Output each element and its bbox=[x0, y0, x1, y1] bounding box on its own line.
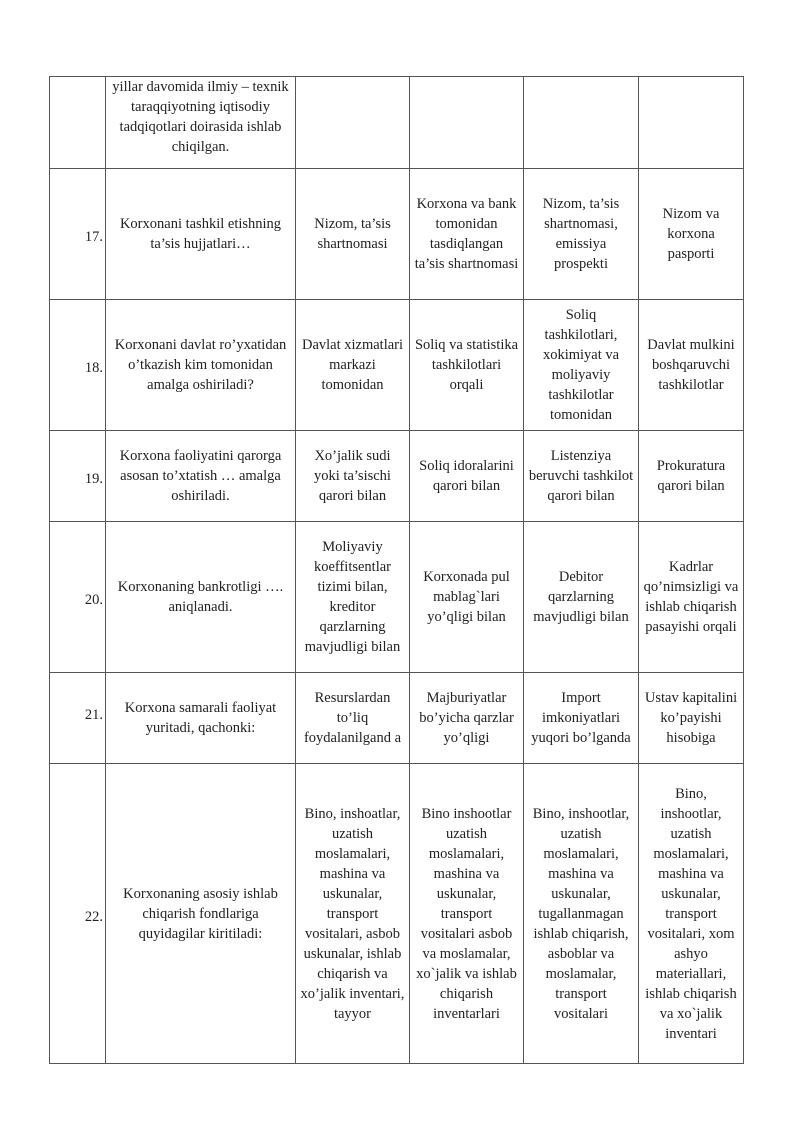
question-text: Korxonaning asosiy ishlab chiqarish fondlariga quyidagilar kiritiladi: bbox=[106, 764, 296, 1064]
answer-c: Import imkoniyatlari yuqori bo’lganda bbox=[524, 673, 639, 764]
answer-b bbox=[410, 77, 524, 169]
answer-c: Soliq tashkilotlari, xokimiyat va moliyaviy tashkilotlar tomonidan bbox=[524, 300, 639, 431]
question-number bbox=[50, 77, 106, 169]
answer-a: Nizom, ta’sis shartnomasi bbox=[296, 169, 410, 300]
answer-c bbox=[524, 77, 639, 169]
question-number: 21. bbox=[50, 673, 106, 764]
question-text: Korxonani tashkil etishning ta’sis hujjatlari… bbox=[106, 169, 296, 300]
answer-d bbox=[639, 77, 744, 169]
answer-a: Xo’jalik sudi yoki ta’sischi qarori bilan bbox=[296, 431, 410, 522]
question-number: 17. bbox=[50, 169, 106, 300]
answer-d: Nizom va korxona pasporti bbox=[639, 169, 744, 300]
answer-b: Korxona va bank tomonidan tasdiqlangan ta’sis shartnomasi bbox=[410, 169, 524, 300]
table-row bbox=[50, 169, 744, 300]
question-number: 22. bbox=[50, 764, 106, 1064]
table-row bbox=[50, 764, 744, 1064]
question-number: 20. bbox=[50, 522, 106, 673]
answer-d: Bino, inshootlar, uzatish moslamalari, mashina va uskunalar, transport vositalari, xom ashyo materiallari, ishlab chiqarish va xo`jalik inventari bbox=[639, 764, 744, 1064]
answer-b: Soliq idoralarini qarori bilan bbox=[410, 431, 524, 522]
answer-c: Bino, inshootlar, uzatish moslamalari, mashina va uskunalar, tugallanmagan ishlab chiqarish, asboblar va moslamalar, transport vositalari bbox=[524, 764, 639, 1064]
answer-c: Nizom, ta’sis shartnomasi, emissiya prospekti bbox=[524, 169, 639, 300]
table-row bbox=[50, 300, 744, 431]
answer-d: Ustav kapitalini ko’payishi hisobiga bbox=[639, 673, 744, 764]
answer-c: Debitor qarzlarning mavjudligi bilan bbox=[524, 522, 639, 673]
table-row bbox=[50, 673, 744, 764]
answer-b: Soliq va statistika tashkilotlari orqali bbox=[410, 300, 524, 431]
answer-d: Kadrlar qo’nimsizligi va ishlab chiqarish pasayishi orqali bbox=[639, 522, 744, 673]
question-number: 18. bbox=[50, 300, 106, 431]
question-text: Korxonaning bankrotligi …. aniqlanadi. bbox=[106, 522, 296, 673]
table-row bbox=[50, 431, 744, 522]
answer-b: Bino inshootlar uzatish moslamalari, mashina va uskunalar, transport vositalari asbob va moslamalar, xo`jalik va ishlab chiqarish inventarlari bbox=[410, 764, 524, 1064]
answer-a bbox=[296, 77, 410, 169]
question-text: Korxona samarali faoliyat yuritadi, qachonki: bbox=[106, 673, 296, 764]
question-text: yillar davomida ilmiy – texnik taraqqiyotning iqtisodiy tadqiqotlari doirasida ishlab chiqilgan. bbox=[106, 77, 296, 169]
question-number: 19. bbox=[50, 431, 106, 522]
table-row bbox=[50, 77, 744, 169]
answer-d: Davlat mulkini boshqaruvchi tashkilotlar bbox=[639, 300, 744, 431]
question-text: Korxona faoliyatini qarorga asosan to’xtatish … amalga oshiriladi. bbox=[106, 431, 296, 522]
answer-c: Listenziya beruvchi tashkilot qarori bilan bbox=[524, 431, 639, 522]
answer-a: Bino, inshoatlar, uzatish moslamalari, mashina va uskunalar, transport vositalari, asbob uskunalar, ishlab chiqarish va xo’jalik inventari, tayyor bbox=[296, 764, 410, 1064]
test-questions-table bbox=[49, 76, 744, 1064]
answer-d: Prokuratura qarori bilan bbox=[639, 431, 744, 522]
question-text: Korxonani davlat ro’yxatidan o’tkazish kim tomonidan amalga oshiriladi? bbox=[106, 300, 296, 431]
table-row bbox=[50, 522, 744, 673]
answer-a: Resurslardan to’liq foydalanilgand a bbox=[296, 673, 410, 764]
answer-b: Korxonada pul mablag`lari yo’qligi bilan bbox=[410, 522, 524, 673]
answer-a: Davlat xizmatlari markazi tomonidan bbox=[296, 300, 410, 431]
answer-a: Moliyaviy koeffitsentlar tizimi bilan, kreditor qarzlarning mavjudligi bilan bbox=[296, 522, 410, 673]
answer-b: Majburiyatlar bo’yicha qarzlar yo’qligi bbox=[410, 673, 524, 764]
